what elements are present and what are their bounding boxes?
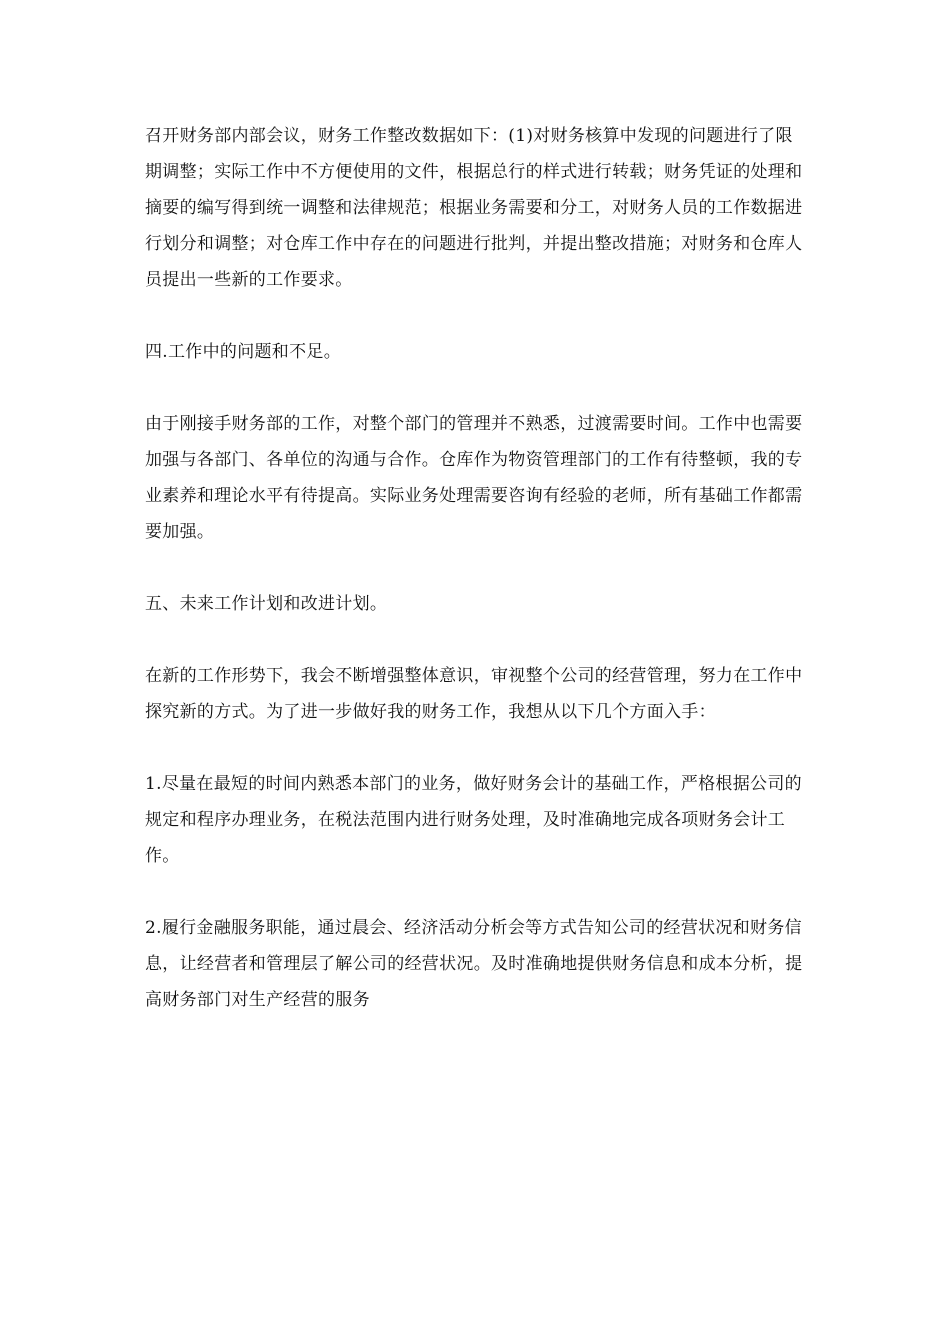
paragraph-problems: 由于刚接手财务部的工作，对整个部门的管理并不熟悉，过渡需要时间。工作中也需要加强与各部门、各单位的沟通与合作。仓库作为物资管理部门的工作有待整顿，我的专业素养和理论水平有待提高。实际业务处理需要咨询有经验的老师，所有基础工作都需要加强。 <box>145 414 803 542</box>
paragraph-meeting-rectification: 召开财务部内部会议，财务工作整改数据如下：(1)对财务核算中发现的问题进行了限期调整；实际工作中不方便使用的文件，根据总行的样式进行转载；财务凭证的处理和摘要的编写得到统一调整和法律规范；根据业务需要和分工，对财务人员的工作数据进行划分和调整；对仓库工作中存在的问题进行批判，并提出整改措施；对财务和仓库人员提出一些新的工作要求。 <box>145 126 803 290</box>
section-heading-future-plan: 五、未来工作计划和改进计划。 <box>145 594 388 614</box>
section-heading-problems: 四.工作中的问题和不足。 <box>145 342 342 362</box>
list-item-2: 2.履行金融服务职能，通过晨会、经济活动分析会等方式告知公司的经营状况和财务信息，让经营者和管理层了解公司的经营状况。及时准确地提供财务信息和成本分析，提高财务部门对生产经营的服务 <box>145 918 803 1010</box>
list-item-1: 1.尽量在最短的时间内熟悉本部门的业务，做好财务会计的基础工作，严格根据公司的规定和程序办理业务，在税法范围内进行财务处理，及时准确地完成各项财务会计工作。 <box>145 774 802 866</box>
document-body <box>145 118 805 1054</box>
paragraph-future-plan-intro: 在新的工作形势下，我会不断增强整体意识，审视整个公司的经营管理，努力在工作中探究新的方式。为了进一步做好我的财务工作，我想从以下几个方面入手： <box>145 666 803 722</box>
